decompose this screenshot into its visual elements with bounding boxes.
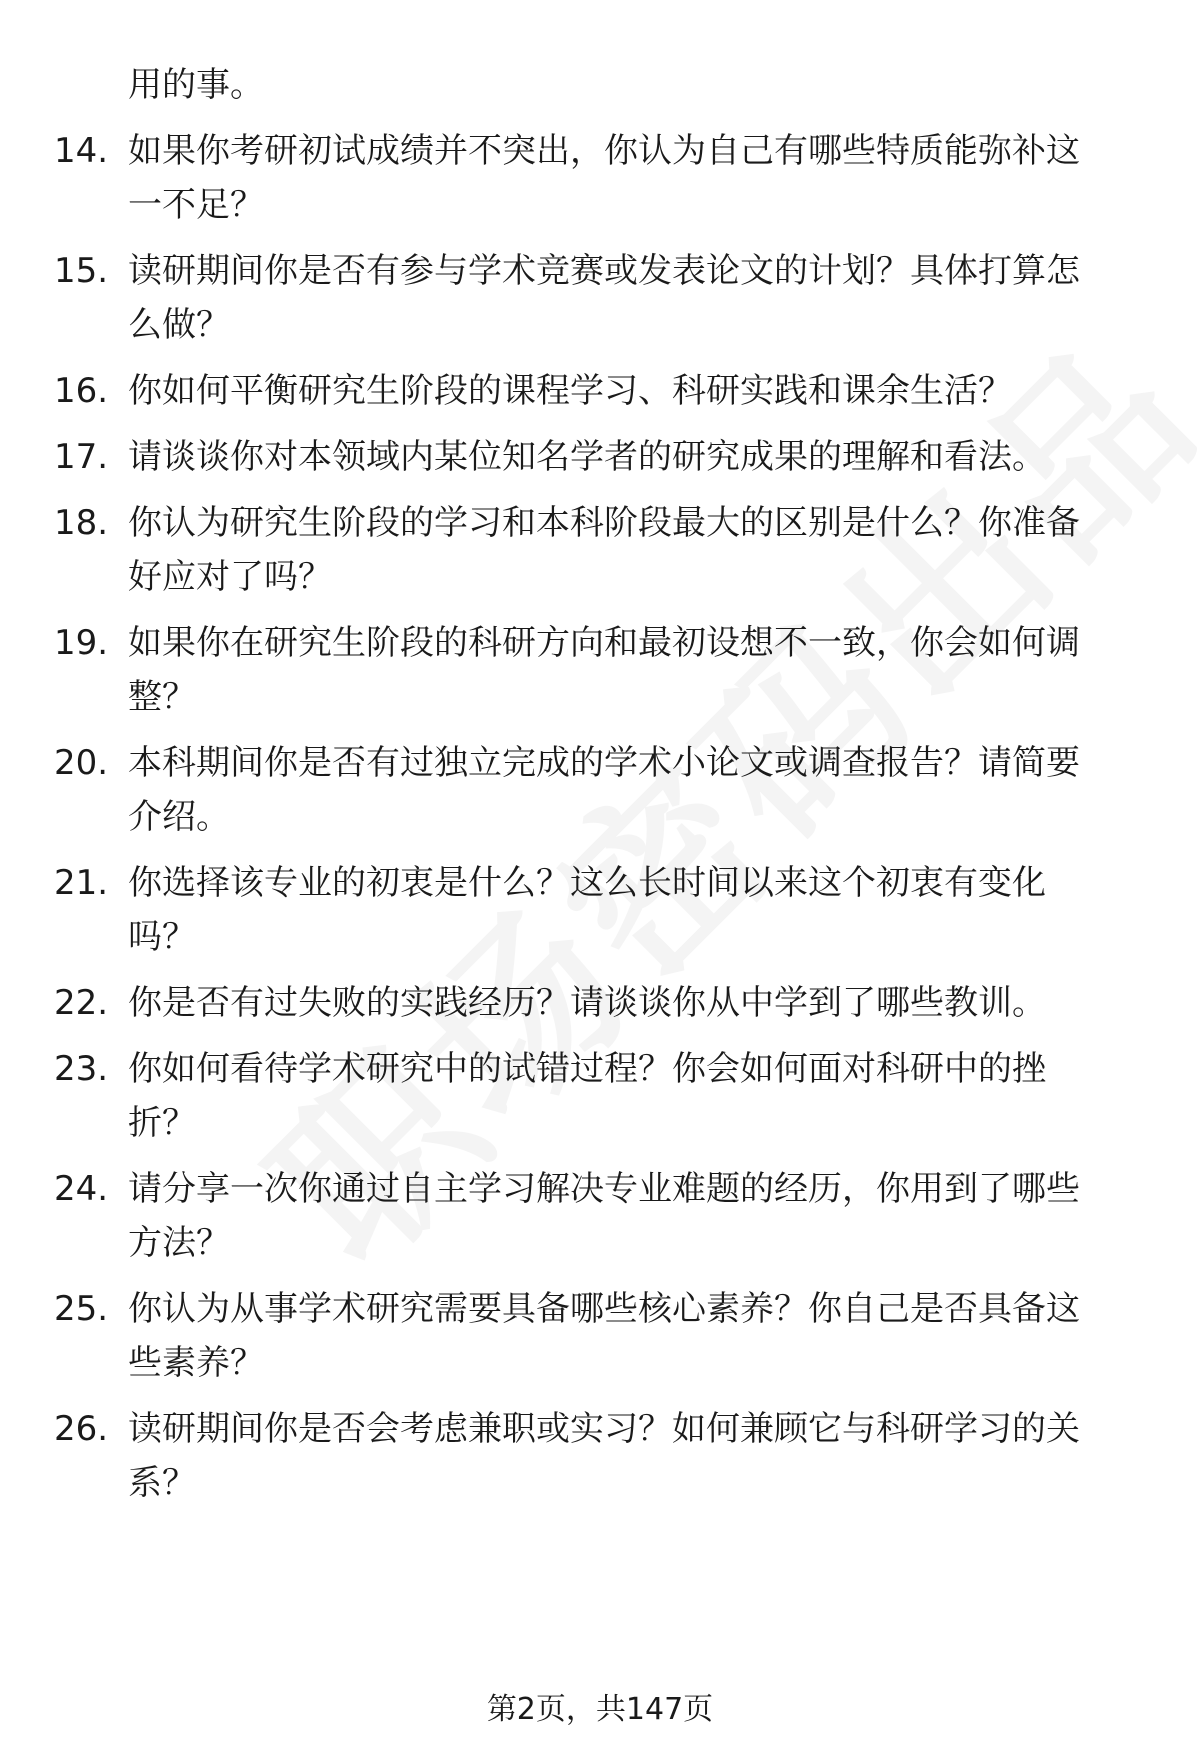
question-item xyxy=(0,364,1200,418)
question-item xyxy=(0,736,1200,844)
question-item xyxy=(0,1282,1200,1390)
question-item xyxy=(0,430,1200,484)
question-text-line: 读研期间你是否有参与学术竞赛或发表论文的计划？具体打算怎 xyxy=(128,251,1080,291)
question-text-line: 系？ xyxy=(128,1463,196,1503)
question-text-line: 你认为从事学术研究需要具备哪些核心素养？你自己是否具备这 xyxy=(128,1289,1080,1329)
question-text-line: 请分享一次你通过自主学习解决专业难题的经历，你用到了哪些 xyxy=(128,1169,1080,1209)
question-text xyxy=(128,1402,1138,1510)
question-number: 26. xyxy=(54,1409,109,1449)
question-text-line: 么做？ xyxy=(128,305,230,345)
question-text xyxy=(128,856,1138,964)
question-text xyxy=(128,1162,1138,1270)
question-item xyxy=(0,616,1200,724)
question-number: 22. xyxy=(54,983,109,1023)
question-text xyxy=(128,616,1138,724)
question-text-line: 请谈谈你对本领域内某位知名学者的研究成果的理解和看法。 xyxy=(128,437,1046,477)
question-text-line: 本科期间你是否有过独立完成的学术小论文或调查报告？请简要 xyxy=(128,743,1080,783)
question-number: 14. xyxy=(54,131,109,171)
question-text-line: 介绍。 xyxy=(128,797,230,837)
question-text-line: 如果你考研初试成绩并不突出，你认为自己有哪些特质能弥补这 xyxy=(128,131,1080,171)
question-number: 15. xyxy=(54,251,109,291)
question-text-line: 整？ xyxy=(128,677,196,717)
question-number: 25. xyxy=(54,1289,109,1329)
question-number: 21. xyxy=(54,863,109,903)
question-text-line: 你选择该专业的初衷是什么？这么长时间以来这个初衷有变化 xyxy=(128,863,1046,903)
question-number: 20. xyxy=(54,743,109,783)
question-number: 17. xyxy=(54,437,109,477)
question-text-line: 折？ xyxy=(128,1103,196,1143)
question-text xyxy=(128,496,1138,604)
question-text-line: 读研期间你是否会考虑兼职或实习？如何兼顾它与科研学习的关 xyxy=(128,1409,1080,1449)
question-text xyxy=(128,364,1138,418)
question-number: 18. xyxy=(54,503,109,543)
question-item xyxy=(0,1042,1200,1150)
page-footer: 第2页，共147页 xyxy=(486,1692,714,1727)
continuation-line: 用的事。 xyxy=(128,65,264,105)
question-text-line: 吗？ xyxy=(128,917,196,957)
question-text xyxy=(128,1282,1138,1390)
question-text-line: 好应对了吗？ xyxy=(128,557,332,597)
question-item xyxy=(0,856,1200,964)
question-number: 16. xyxy=(54,371,109,411)
question-item xyxy=(0,244,1200,352)
question-text-line: 些素养？ xyxy=(128,1343,264,1383)
question-text-line: 一不足？ xyxy=(128,185,264,225)
question-text-line: 你是否有过失败的实践经历？请谈谈你从中学到了哪些教训。 xyxy=(128,983,1046,1023)
question-item xyxy=(0,1402,1200,1510)
question-text xyxy=(128,1042,1138,1150)
question-number: 19. xyxy=(54,623,109,663)
question-text-line: 方法？ xyxy=(128,1223,230,1263)
question-number: 23. xyxy=(54,1049,109,1089)
question-item xyxy=(0,1162,1200,1270)
question-text-line: 你如何平衡研究生阶段的课程学习、科研实践和课余生活？ xyxy=(128,371,1012,411)
question-item xyxy=(0,496,1200,604)
question-text xyxy=(128,244,1138,352)
question-text-line: 你认为研究生阶段的学习和本科阶段最大的区别是什么？你准备 xyxy=(128,503,1080,543)
question-text xyxy=(128,124,1138,232)
question-item xyxy=(0,976,1200,1030)
question-text-line: 你如何看待学术研究中的试错过程？你会如何面对科研中的挫 xyxy=(128,1049,1046,1089)
question-number: 24. xyxy=(54,1169,109,1209)
question-text xyxy=(128,976,1138,1030)
question-content xyxy=(0,58,1200,1510)
question-item xyxy=(0,124,1200,232)
question-text xyxy=(128,430,1138,484)
question-text-line: 如果你在研究生阶段的科研方向和最初设想不一致，你会如何调 xyxy=(128,623,1080,663)
question-list xyxy=(0,124,1200,1510)
question-text xyxy=(128,736,1138,844)
